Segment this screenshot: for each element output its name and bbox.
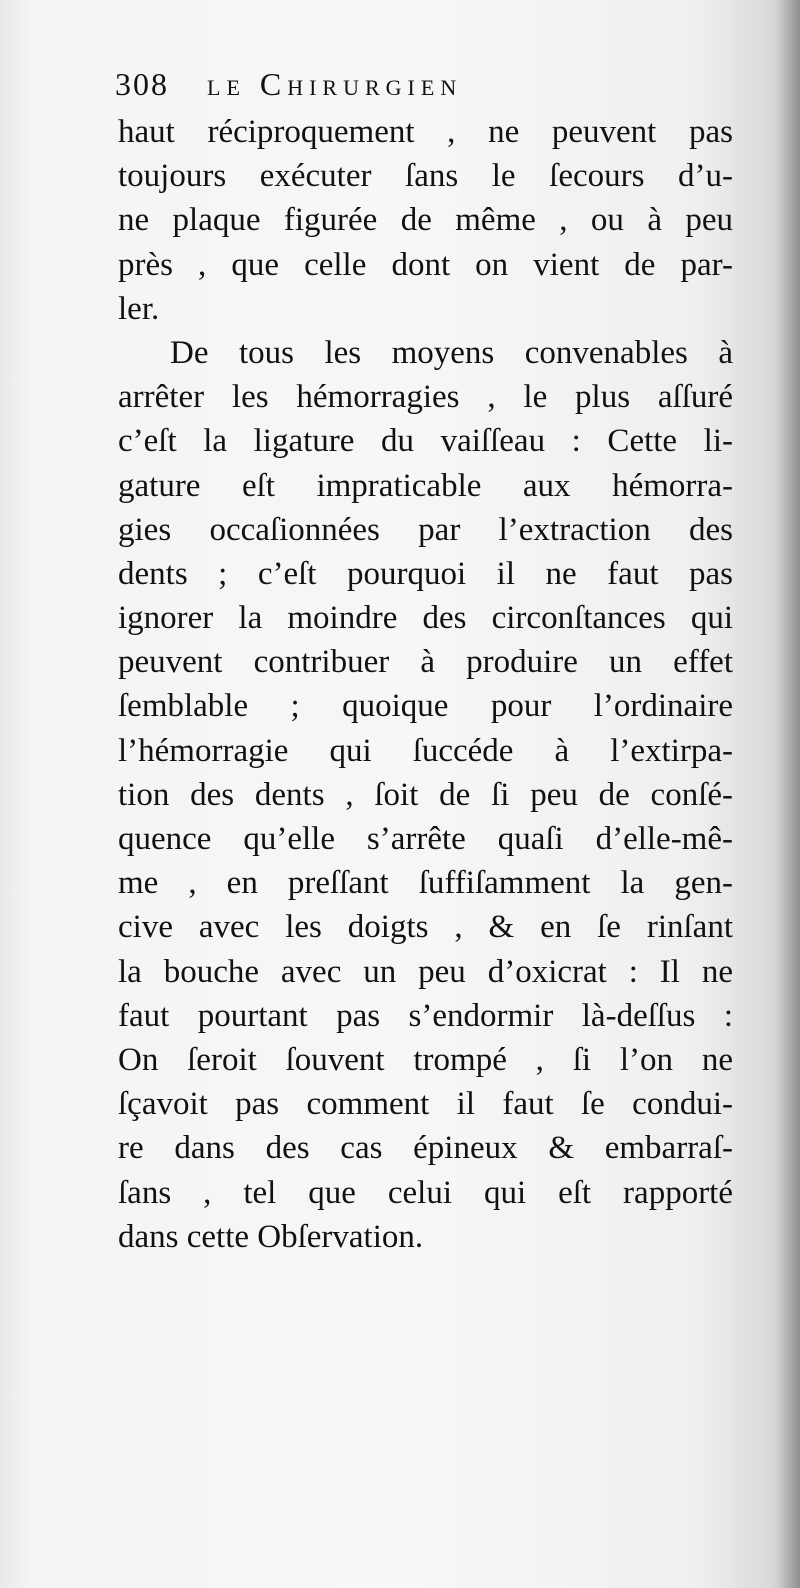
text-line: ignorer la moindre des circonſtances qui — [118, 600, 733, 637]
text-line: haut réciproquement , ne peuvent pas — [118, 114, 733, 150]
text-line: toujours exécuter ſans le ſecours d’u- — [118, 158, 733, 195]
text-line: cive avec les doigts , & en ſe rinſant — [118, 909, 733, 946]
text-line: dents ; c’eſt pourquoi il ne faut pas — [118, 555, 733, 592]
text-line: près , que celle dont on vient de par- — [118, 246, 733, 283]
text-line: me , en preſſant ſuffiſamment la gen- — [118, 865, 733, 902]
text-line: quence qu’elle s’arrête quaſi d’elle-mê- — [118, 821, 733, 857]
text-line: re dans des cas épineux & embarraſ- — [118, 1130, 733, 1167]
text-line: faut pourtant pas s’endormir là-deſſus : — [118, 997, 733, 1034]
text-line: On ſeroit ſouvent trompé , ſi l’on ne — [118, 1041, 733, 1078]
running-title: le Chirurgien — [207, 66, 463, 102]
text-line: ſemblable ; quoique pour l’ordinaire — [118, 688, 733, 725]
text-line: arrêter les hémorragies , le plus aſſuré — [118, 379, 733, 416]
page-number: 308 — [115, 66, 169, 102]
text-line: dans cette Obſervation. — [118, 1218, 424, 1255]
text-line: c’eſt la ligature du vaiſſeau : Cette li- — [118, 423, 733, 460]
text-line: ne plaque figurée de même , ou à peu — [118, 202, 733, 239]
text-line: tion des dents , ſoit de ſi peu de conſé- — [118, 776, 733, 813]
page-edge-shadow — [776, 0, 800, 1588]
text-line: ſçavoit pas comment il faut ſe condui- — [118, 1086, 733, 1123]
text-line: l’hémorragie qui ſuccéde à l’extirpa- — [118, 732, 733, 769]
text-line: ler. — [118, 290, 160, 327]
running-head — [115, 66, 735, 110]
text-line: De tous les moyens convenables à — [170, 334, 733, 371]
text-line: gature eſt impraticable aux hémorra- — [118, 467, 733, 504]
text-line: gies occaſionnées par l’extraction des — [118, 511, 733, 548]
body-text — [118, 110, 733, 1259]
text-line: peuvent contribuer à produire un effet — [118, 644, 733, 681]
text-line: ſans , tel que celui qui eſt rapporté — [118, 1174, 733, 1211]
text-line: la bouche avec un peu d’oxicrat : Il ne — [118, 953, 733, 990]
